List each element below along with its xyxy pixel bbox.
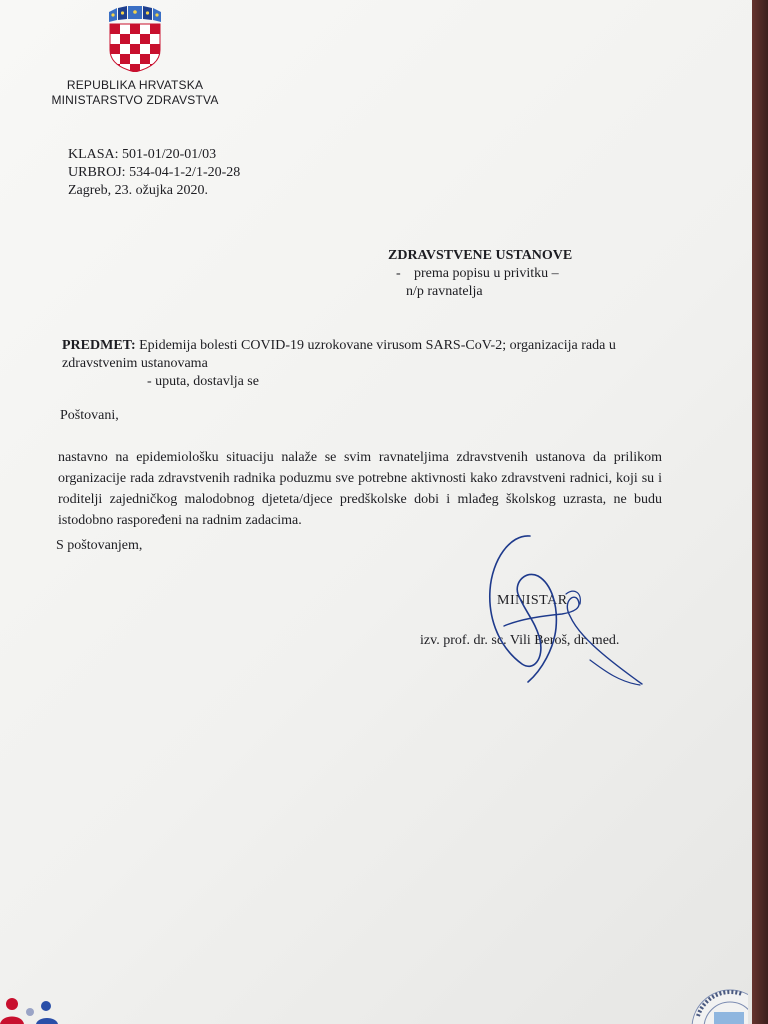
urbroj-line: URBROJ: 534-04-1-2/1-20-28 <box>68 165 241 180</box>
handwritten-signature-icon <box>470 530 670 690</box>
klasa-line: KLASA: 501-01/20-01/03 <box>68 147 217 162</box>
subject-text: Epidemija bolesti COVID-19 uzrokovane virusom SARS-CoV-2; organizacija rada u zdravstvenim ustanovama <box>62 338 616 371</box>
recipient-block <box>388 247 572 301</box>
recipient-name: ZDRAVSTVENE USTANOVE <box>388 248 573 263</box>
salutation: Poštovani, <box>60 408 119 423</box>
ministry-name: MINISTARSTVO ZDRAVSTVA <box>51 93 219 107</box>
recipient-dash: - <box>396 266 401 281</box>
quality-certificate-seal-icon <box>668 982 748 1024</box>
country-name: REPUBLIKA HRVATSKA <box>66 78 204 92</box>
closing-line: S poštovanjem, <box>56 538 143 553</box>
signatory-title: MINISTAR <box>497 593 568 608</box>
recipient-line3: n/p ravnatelja <box>406 284 483 299</box>
croatian-coat-of-arms-icon <box>108 6 162 72</box>
background-edge <box>750 0 768 1024</box>
subject-block <box>62 337 672 391</box>
reference-block <box>68 146 240 200</box>
ministry-header <box>50 78 220 108</box>
place-date-line: Zagreb, 23. ožujka 2020. <box>68 183 208 198</box>
subject-label: PREDMET: <box>62 338 136 353</box>
recipient-line2: prema popisu u privitku – <box>414 266 559 281</box>
subject-subline: - uputa, dostavlja se <box>147 374 259 389</box>
signatory-name: izv. prof. dr. sc. Vili Beroš, dr. med. <box>420 633 620 648</box>
letter-body: nastavno na epidemiološku situaciju nalaže se svim ravnateljima zdravstvenih ustanova da prilikom organizacije rada zdravstvenih radnika poduzmu sve potrebne aktivnosti kako zdravstveni radnici, koji su i roditelji zajedničkog malodobnog djeteta/djece predškolske dobi i mlađeg školskog uzrasta, ne budu istodobno raspoređeni na radnim zadacima. <box>58 450 662 528</box>
partial-logo-icon <box>0 994 66 1024</box>
